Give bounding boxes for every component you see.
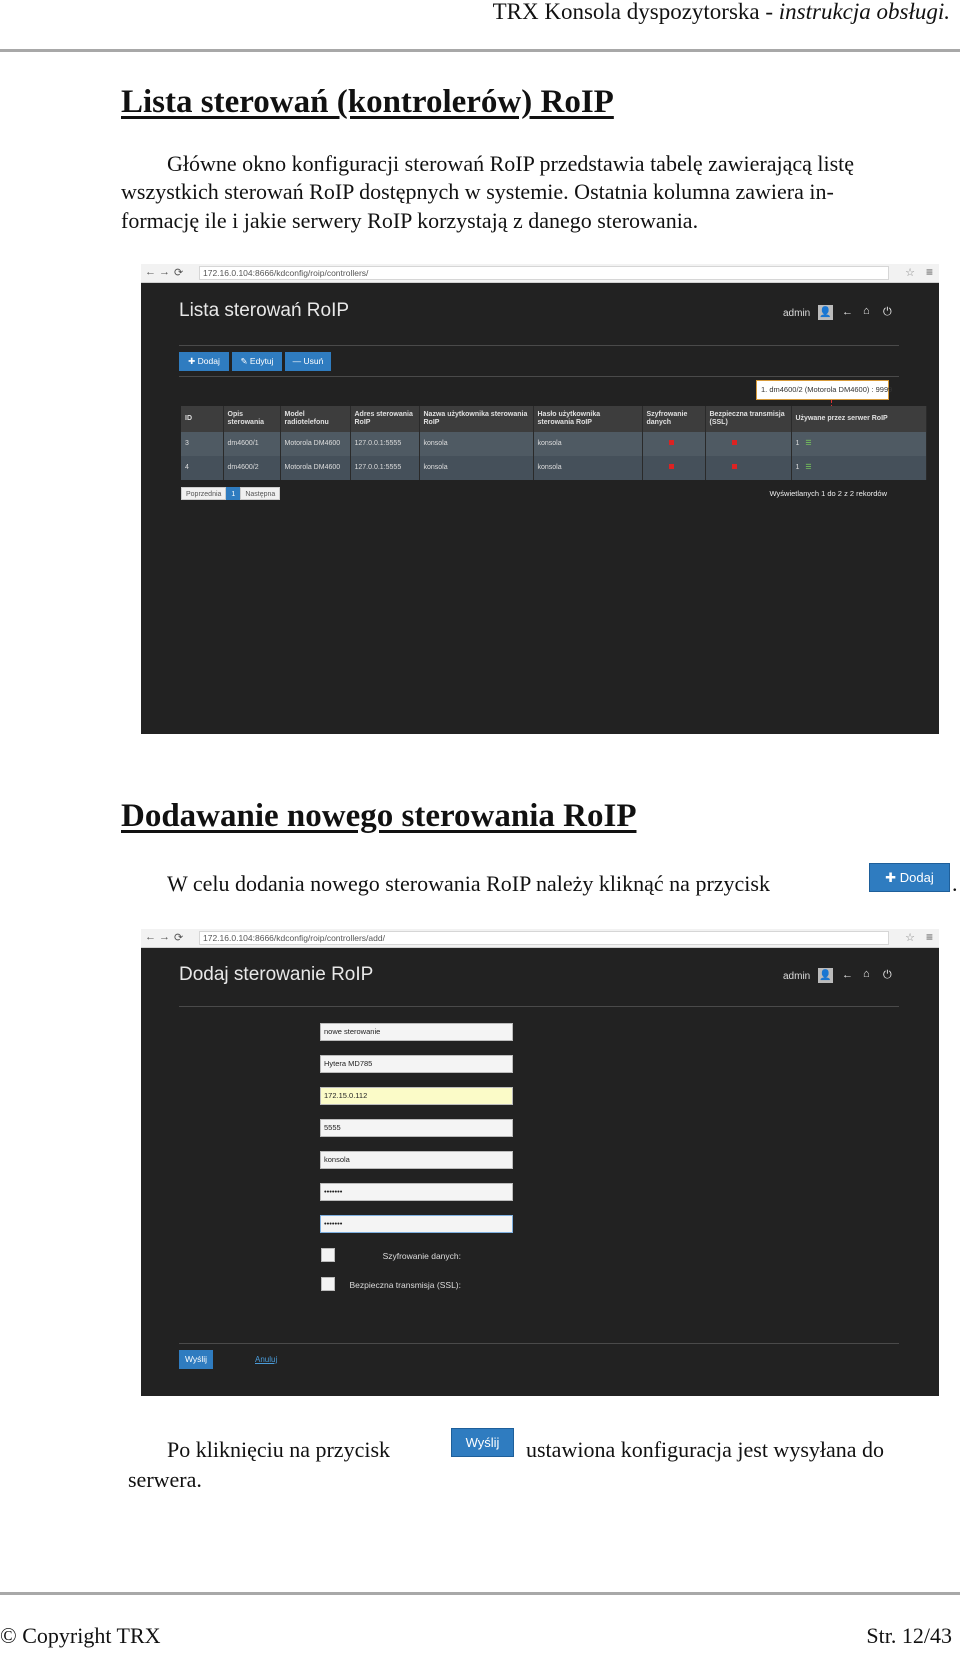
user-name: admin: [783, 971, 811, 982]
cell-desc: dm4600/2: [223, 456, 280, 480]
edit-button-label: Edytuj: [249, 356, 274, 366]
table-row[interactable]: [181, 456, 927, 480]
radio-model-input[interactable]: Hytera MD785: [320, 1055, 513, 1073]
user-icon[interactable]: 👤: [819, 970, 832, 981]
reload-icon[interactable]: ⟳: [174, 932, 184, 944]
header-title-italic: instrukcja obsługi.: [778, 0, 950, 24]
paragraph-submit-end: ustawiona konfiguracja jest wysyłana do: [526, 1437, 885, 1462]
account-name-input[interactable]: konsola: [320, 1151, 513, 1169]
column-header[interactable]: Szyfrowanie danych: [642, 406, 705, 432]
pagination-current[interactable]: 1: [226, 487, 240, 500]
encryption-checkbox[interactable]: [321, 1248, 335, 1262]
port-input[interactable]: 5555: [320, 1119, 513, 1137]
cell-model: Motorola DM4600: [280, 456, 350, 480]
column-header[interactable]: Hasło użytkownika sterowania RoIP: [533, 406, 642, 432]
column-header[interactable]: Nazwa użytkownika sterowania RoIP: [419, 406, 533, 432]
section-title-controllers-list: Lista sterowań (kontrolerów) RoIP: [121, 84, 614, 120]
cell-used-by: [791, 432, 927, 456]
description-input[interactable]: nowe sterowanie: [320, 1023, 513, 1041]
column-header[interactable]: Opis sterowania: [223, 406, 280, 432]
form-divider: [179, 1343, 899, 1344]
title-divider: [179, 1006, 899, 1007]
ip-address-input[interactable]: 172.15.0.112: [320, 1087, 513, 1105]
cell-address: 127.0.0.1:5555: [350, 456, 419, 480]
footer-copyright: © Copyright TRX: [0, 1623, 161, 1648]
bookmark-star-icon[interactable]: ☆: [905, 932, 915, 944]
power-icon[interactable]: ⏻: [883, 306, 892, 318]
browser-toolbar: [141, 264, 939, 283]
cell-ssl: [705, 432, 791, 456]
back-arrow-icon[interactable]: ←: [842, 306, 853, 318]
column-header[interactable]: Bezpieczna transmisja (SSL): [705, 406, 791, 432]
cell-id: 4: [181, 456, 223, 480]
browser-toolbar: [141, 929, 939, 948]
power-icon[interactable]: ⏻: [883, 969, 892, 981]
header-rule: [0, 49, 960, 52]
edit-button[interactable]: ✎ Edytuj: [232, 352, 282, 371]
used-count: 1: [795, 464, 800, 471]
cell-encryption: [642, 456, 705, 480]
list-icon[interactable]: ☰: [805, 464, 812, 471]
home-icon[interactable]: ⌂: [863, 305, 870, 317]
usage-tooltip: 1. dm4600/2 (Motorola DM4600) : 9999: [756, 380, 889, 400]
cell-encryption: [642, 432, 705, 456]
cell-password: konsola: [533, 432, 642, 456]
inline-add-button-label: Dodaj: [899, 870, 934, 885]
back-icon[interactable]: ←: [145, 931, 156, 943]
records-info: Wyświetlanych 1 do 2 z 2 rekordów: [769, 489, 887, 498]
disabled-icon: [732, 440, 737, 445]
browser-menu-icon[interactable]: ≡: [925, 930, 933, 944]
checkbox-label: Szyfrowanie danych:: [382, 1251, 461, 1261]
home-icon[interactable]: ⌂: [863, 968, 870, 980]
page-header: [493, 0, 950, 24]
add-button-label: Dodaj: [197, 356, 220, 366]
checkbox-label: Bezpieczna transmisja (SSL):: [349, 1280, 461, 1290]
ssl-checkbox[interactable]: [321, 1277, 335, 1291]
inline-add-button: ✚ Dodaj: [869, 863, 950, 892]
back-icon[interactable]: ←: [145, 266, 156, 278]
password-input[interactable]: •••••••: [320, 1183, 513, 1201]
table-row[interactable]: [181, 432, 927, 456]
address-bar[interactable]: 172.16.0.104:8666/kdconfig/roip/controllers/: [199, 266, 889, 280]
app-title: Lista sterowań RoIP: [179, 300, 350, 321]
paragraph-add: W celu dodania nowego sterowania RoIP należy kliknąć na przycisk: [167, 871, 770, 896]
browser-menu-icon[interactable]: ≡: [925, 265, 933, 279]
forward-icon[interactable]: →: [159, 931, 170, 943]
paragraph-line: formację ile i jakie serwery RoIP korzystają z danego sterowania.: [121, 208, 699, 233]
pagination-prev[interactable]: Poprzednia: [181, 487, 226, 500]
section-title-add-controller: Dodawanie nowego sterowania RoIP: [121, 798, 637, 834]
cell-used-by: [791, 456, 927, 480]
paragraph-line: Główne okno konfiguracji sterowań RoIP przedstawia tabelę zawierającą listę: [167, 151, 855, 176]
screenshot-controllers-list: [141, 264, 939, 734]
controllers-table: [181, 406, 927, 480]
column-header[interactable]: Adres sterowania RoIP: [350, 406, 419, 432]
cell-user: konsola: [419, 456, 533, 480]
user-name: admin: [783, 308, 811, 319]
cell-id: 3: [181, 432, 223, 456]
screenshot-add-controller: [141, 929, 939, 1396]
toolbar-divider: [179, 376, 899, 377]
pagination-next[interactable]: Następna: [240, 487, 280, 500]
cell-model: Motorola DM4600: [280, 432, 350, 456]
used-count: 1: [795, 440, 800, 447]
pagination: [181, 487, 280, 500]
cancel-link[interactable]: Anuluj: [255, 1355, 278, 1364]
cell-ssl: [705, 456, 791, 480]
user-icon[interactable]: 👤: [819, 307, 832, 318]
app-title: Dodaj sterowanie RoIP: [179, 964, 374, 985]
paragraph-submit-line2: serwera.: [128, 1467, 202, 1492]
header-title: TRX Konsola dyspozytorska -: [492, 0, 779, 24]
disabled-icon: [732, 464, 737, 469]
disabled-icon: [669, 464, 674, 469]
cell-desc: dm4600/1: [223, 432, 280, 456]
cell-user: konsola: [419, 432, 533, 456]
paragraph-submit-start: Po kliknięciu na przycisk: [167, 1437, 391, 1462]
disabled-icon: [669, 440, 674, 445]
address-bar[interactable]: 172.16.0.104:8666/kdconfig/roip/controllers/add/: [199, 931, 889, 945]
table-header-row: [181, 406, 927, 432]
footer-page-number: Str. 12/43: [866, 1623, 952, 1648]
forward-icon[interactable]: →: [159, 266, 170, 278]
bookmark-star-icon[interactable]: ☆: [905, 267, 915, 279]
title-divider: [179, 345, 899, 346]
reload-icon[interactable]: ⟳: [174, 267, 184, 279]
column-header[interactable]: ID: [181, 406, 223, 432]
footer-rule: [0, 1592, 960, 1595]
cell-password: konsola: [533, 456, 642, 480]
column-header[interactable]: Model radiotelefonu: [280, 406, 350, 432]
back-arrow-icon[interactable]: ←: [842, 969, 853, 981]
password-repeat-input[interactable]: •••••••: [320, 1215, 513, 1233]
list-icon[interactable]: ☰: [805, 440, 812, 447]
paragraph-add-end: .: [952, 871, 958, 896]
add-button[interactable]: ✚ Dodaj: [179, 352, 229, 371]
delete-button-label: Usuń: [303, 356, 324, 366]
submit-button[interactable]: Wyślij: [179, 1350, 213, 1369]
delete-button[interactable]: — Usuń: [285, 352, 331, 371]
cell-address: 127.0.0.1:5555: [350, 432, 419, 456]
inline-submit-button: Wyślij: [451, 1428, 514, 1457]
column-header[interactable]: Używane przez serwer RoIP: [791, 406, 927, 432]
paragraph-line: wszystkich sterowań RoIP dostępnych w systemie. Ostatnia kolumna zawiera in-: [121, 179, 834, 204]
